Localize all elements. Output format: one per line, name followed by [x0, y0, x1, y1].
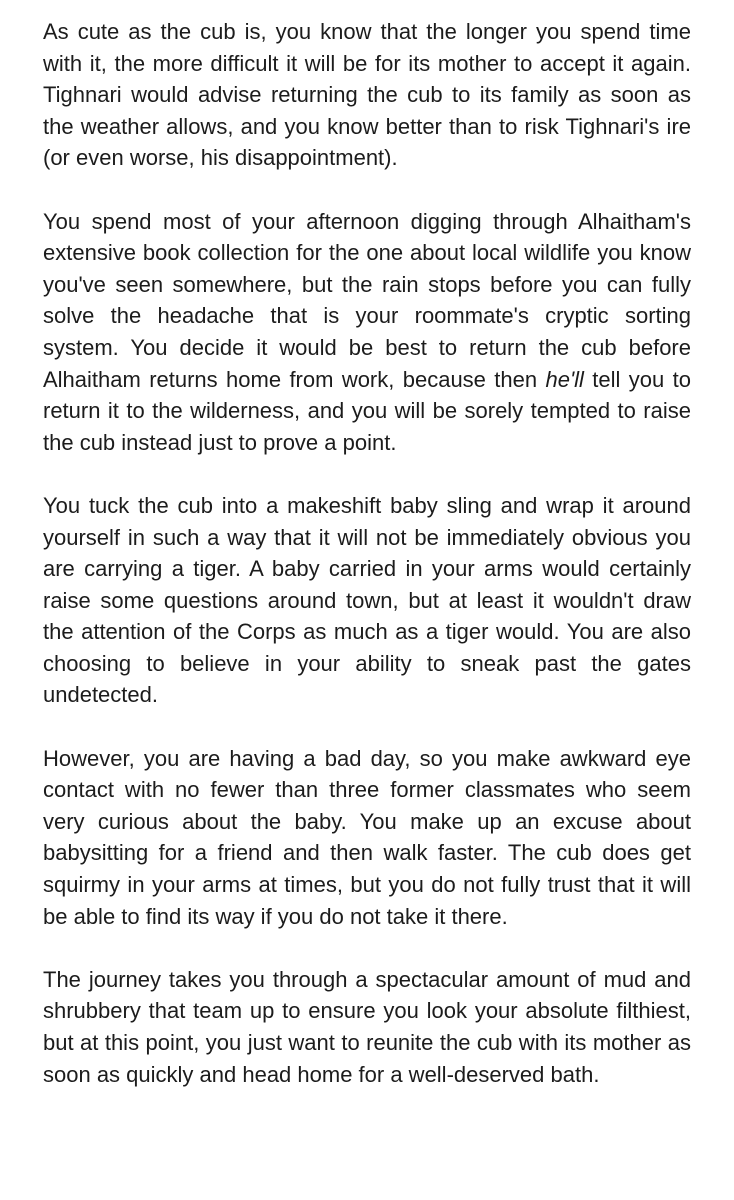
paragraph-2-start: You spend most of your afternoon digging through Alhaitham's extensive book collection for the one about local wildlife you know you've seen somewhere, but the rain stops before you can fully solve the headache that is your roommate's cryptic sorting system. You decide it would be best to return the cub before Alhaitham returns home from work, because then [43, 208, 691, 392]
paragraph-1: As cute as the cub is, you know that the longer you spend time with it, the more difficult it will be for its mother to accept it again. Tighnari would advise returning the cub to its family as soon as the weather allows, and you know better than to risk Tighnari's ire (or even worse, his disappointment). [43, 19, 691, 171]
paragraph-2-end: tell you to return it to the wilderness, and you will be sorely tempted to raise the cub instead just to prove a point. [43, 366, 691, 455]
paragraph-2 [43, 206, 691, 459]
paragraph-5: The journey takes you through a spectacular amount of mud and shrubbery that team up to ensure you look your absolute filthiest, but at this point, you just want to reunite the cub with its mother as soon as quickly and head home for a well-deserved bath. [43, 966, 691, 1087]
paragraph-4: However, you are having a bad day, so you make awkward eye contact with no fewer than three former classmates who seem very curious about the baby. You make up an excuse about babysitting for a friend and then walk faster. The cub does get squirmy in your arms at times, but you do not fully trust that it will be able to find its way if you do not take it there. [43, 745, 691, 929]
paragraph-3: You tuck the cub into a makeshift baby sling and wrap it around yourself in such a way that it will not be immediately obvious you are carrying a tiger. A baby carried in your arms would certainly raise some questions around town, but at least it wouldn't draw the attention of the Corps as much as a tiger would. You are also choosing to believe in your ability to sneak past the gates undetected. [43, 492, 691, 708]
emphasis-text: he'll [545, 366, 584, 392]
